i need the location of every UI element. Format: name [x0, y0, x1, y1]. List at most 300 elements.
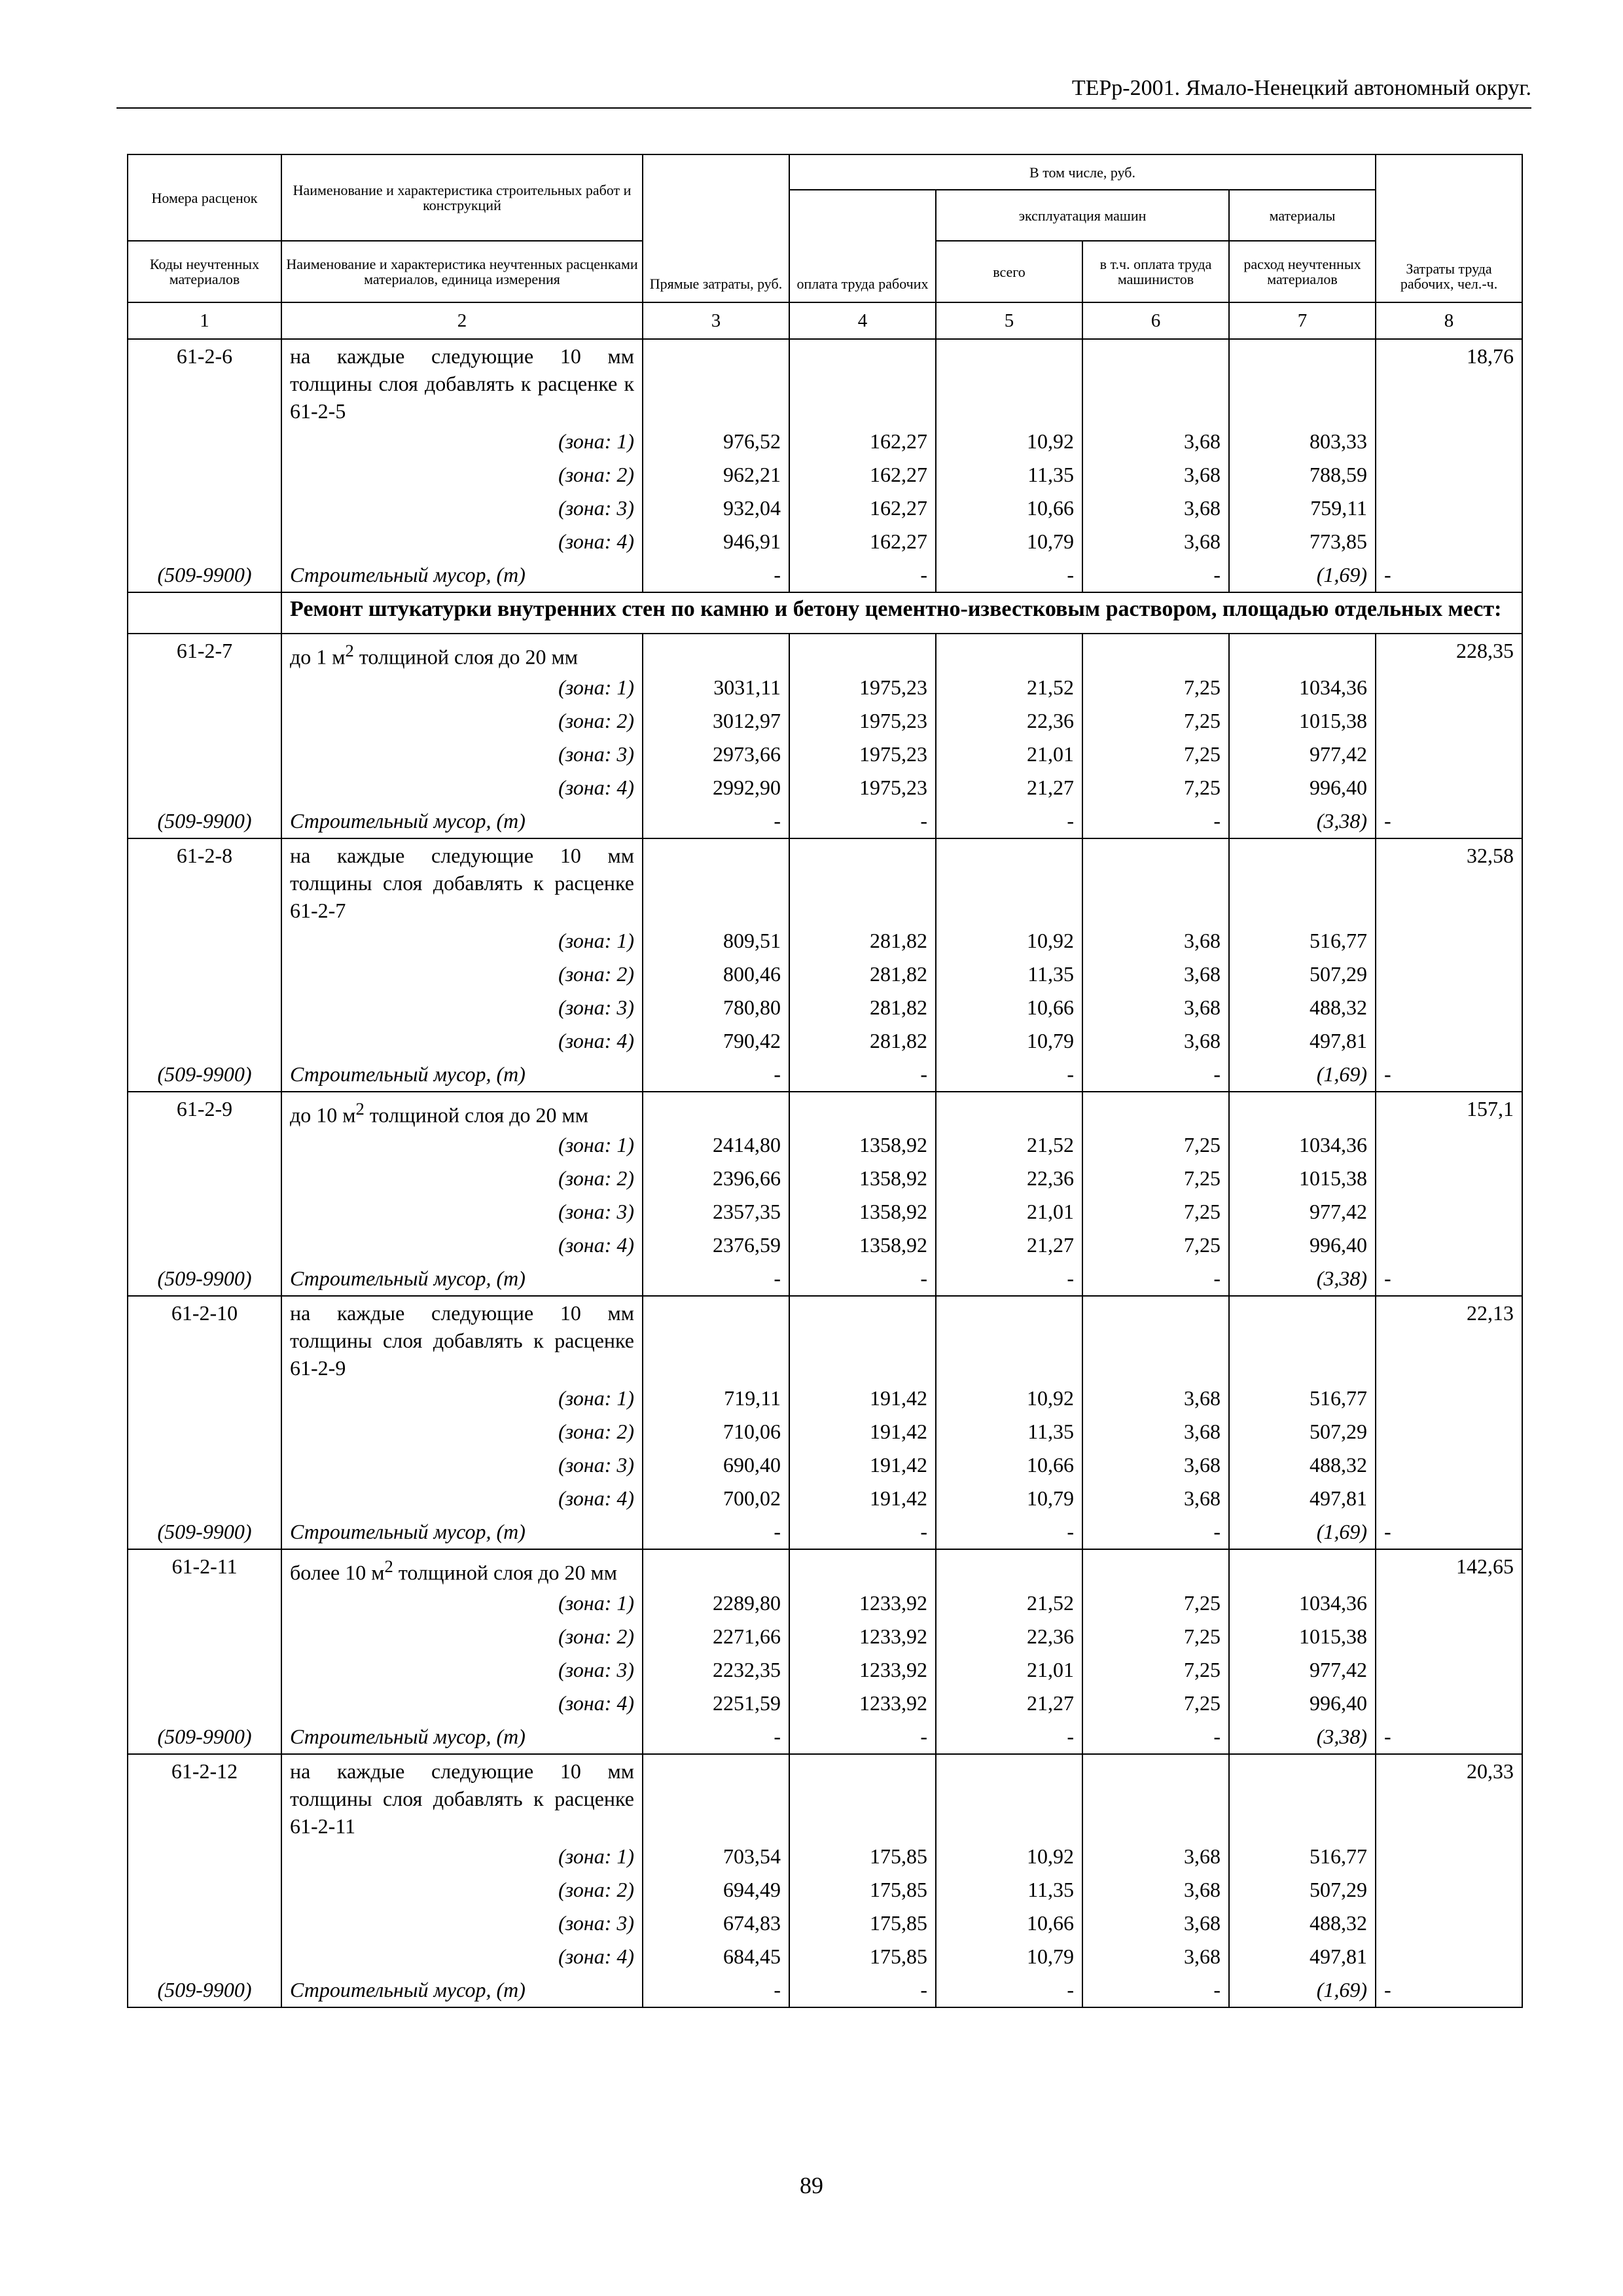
materials-expense: 1034,36 [1229, 1587, 1376, 1620]
material-dash: - [1376, 558, 1522, 592]
material-quantity: (1,69) [1229, 1973, 1376, 2007]
material-dash: - [936, 804, 1082, 838]
material-code: (509-9900) [128, 1515, 281, 1549]
rate-labor: 22,13 [1376, 1296, 1522, 1382]
zone-row [128, 924, 1522, 958]
zone-label: (зона: 1) [281, 1382, 643, 1415]
empty-cell [936, 339, 1082, 425]
wages-cost: 191,42 [789, 1415, 936, 1448]
zone-label: (зона: 3) [281, 1907, 643, 1940]
machines-wages: 7,25 [1082, 671, 1229, 704]
rate-description: на каждые следующие 10 мм толщины слоя добавлять к расценке 61-2-11 [281, 1754, 643, 1840]
zone-label: (зона: 1) [281, 671, 643, 704]
empty-cell [1376, 1687, 1522, 1720]
rate-labor: 157,1 [1376, 1092, 1522, 1129]
direct-cost: 703,54 [643, 1840, 789, 1873]
wages-cost: 1233,92 [789, 1620, 936, 1653]
empty-cell [1229, 1296, 1376, 1382]
direct-cost: 2992,90 [643, 771, 789, 804]
zone-label: (зона: 2) [281, 704, 643, 738]
wages-cost: 1233,92 [789, 1587, 936, 1620]
empty-cell [128, 592, 281, 634]
empty-cell [1082, 1092, 1229, 1129]
material-dash: - [1082, 558, 1229, 592]
direct-cost: 3012,97 [643, 704, 789, 738]
machines-total: 11,35 [936, 458, 1082, 492]
zone-label: (зона: 2) [281, 1620, 643, 1653]
empty-cell [936, 1754, 1082, 1840]
wages-cost: 281,82 [789, 1024, 936, 1058]
rate-description-superscript: 2 [345, 641, 354, 660]
header-machines-total: всего [936, 241, 1082, 302]
zone-row [128, 1195, 1522, 1229]
empty-cell [128, 1195, 281, 1229]
materials-expense: 497,81 [1229, 1024, 1376, 1058]
header-unaccounted-name: Наименование и характеристика неучтенных расценками материалов, единица измерения [281, 241, 643, 302]
zone-row [128, 458, 1522, 492]
zone-row [128, 1840, 1522, 1873]
header-materials: материалы [1229, 190, 1376, 241]
machines-total: 10,92 [936, 425, 1082, 458]
zone-row [128, 1653, 1522, 1687]
materials-expense: 996,40 [1229, 1687, 1376, 1720]
empty-cell [1376, 738, 1522, 771]
empty-cell [1376, 1587, 1522, 1620]
zone-row [128, 1940, 1522, 1973]
rate-code: 61-2-8 [128, 838, 281, 924]
empty-cell [1376, 525, 1522, 558]
empty-cell [1376, 492, 1522, 525]
empty-cell [128, 1840, 281, 1873]
rate-labor: 20,33 [1376, 1754, 1522, 1840]
empty-cell [1082, 634, 1229, 671]
header-direct-costs: Прямые затраты, руб. [643, 154, 789, 302]
empty-cell [128, 492, 281, 525]
materials-expense: 977,42 [1229, 1653, 1376, 1687]
empty-cell [643, 1549, 789, 1587]
empty-cell [1376, 1482, 1522, 1515]
materials-expense: 803,33 [1229, 425, 1376, 458]
empty-cell [936, 634, 1082, 671]
materials-expense: 1015,38 [1229, 1620, 1376, 1653]
empty-cell [1229, 838, 1376, 924]
machines-total: 21,52 [936, 671, 1082, 704]
material-quantity: (3,38) [1229, 804, 1376, 838]
zone-row [128, 1687, 1522, 1720]
materials-expense: 788,59 [1229, 458, 1376, 492]
table-header [128, 154, 1522, 339]
zone-label: (зона: 3) [281, 1448, 643, 1482]
material-dash: - [789, 1262, 936, 1296]
direct-cost: 3031,11 [643, 671, 789, 704]
material-quantity: (3,38) [1229, 1262, 1376, 1296]
material-dash: - [936, 1720, 1082, 1754]
empty-cell [128, 704, 281, 738]
machines-wages: 3,68 [1082, 991, 1229, 1024]
material-row [128, 1720, 1522, 1754]
empty-cell [128, 1940, 281, 1973]
empty-cell [1082, 1549, 1229, 1587]
machines-total: 10,79 [936, 1482, 1082, 1515]
machines-wages: 3,68 [1082, 1415, 1229, 1448]
empty-cell [643, 1296, 789, 1382]
direct-cost: 2396,66 [643, 1162, 789, 1195]
empty-cell [128, 991, 281, 1024]
column-number: 2 [281, 302, 643, 339]
zone-row [128, 1415, 1522, 1448]
machines-total: 10,79 [936, 525, 1082, 558]
zone-label: (зона: 4) [281, 1229, 643, 1262]
column-number: 3 [643, 302, 789, 339]
material-quantity: (1,69) [1229, 1058, 1376, 1092]
material-code: (509-9900) [128, 558, 281, 592]
machines-total: 10,79 [936, 1024, 1082, 1058]
empty-cell [128, 1448, 281, 1482]
material-dash: - [1082, 1262, 1229, 1296]
materials-expense: 1015,38 [1229, 704, 1376, 738]
material-dash: - [1376, 1515, 1522, 1549]
material-dash: - [789, 1058, 936, 1092]
machines-total: 21,52 [936, 1587, 1082, 1620]
empty-cell [128, 1482, 281, 1515]
machines-wages: 3,68 [1082, 525, 1229, 558]
machines-total: 11,35 [936, 1415, 1082, 1448]
empty-cell [1376, 1382, 1522, 1415]
empty-cell [1376, 458, 1522, 492]
section-title: Ремонт штукатурки внутренних стен по камню и бетону цементно-известковым раствором, площадью отдельных мест: [281, 592, 1522, 634]
empty-cell [1229, 1092, 1376, 1129]
empty-cell [936, 1092, 1082, 1129]
header-unaccounted-codes: Коды неучтенных материалов [128, 241, 281, 302]
zone-label: (зона: 1) [281, 1128, 643, 1162]
zone-label: (зона: 2) [281, 1162, 643, 1195]
wages-cost: 1975,23 [789, 771, 936, 804]
empty-cell [643, 838, 789, 924]
machines-wages: 7,25 [1082, 1162, 1229, 1195]
material-row [128, 804, 1522, 838]
empty-cell [1376, 958, 1522, 991]
empty-cell [128, 1620, 281, 1653]
empty-cell [936, 1296, 1082, 1382]
material-name: Строительный мусор, (т) [281, 1720, 643, 1754]
column-number: 6 [1082, 302, 1229, 339]
material-name: Строительный мусор, (т) [281, 558, 643, 592]
zone-row [128, 958, 1522, 991]
direct-cost: 809,51 [643, 924, 789, 958]
material-dash: - [643, 1515, 789, 1549]
machines-wages: 3,68 [1082, 1840, 1229, 1873]
wages-cost: 1358,92 [789, 1195, 936, 1229]
machines-wages: 7,25 [1082, 1195, 1229, 1229]
machines-wages: 3,68 [1082, 924, 1229, 958]
material-dash: - [1082, 1058, 1229, 1092]
empty-cell [128, 738, 281, 771]
rate-code: 61-2-11 [128, 1549, 281, 1587]
zone-row [128, 1873, 1522, 1907]
empty-cell [128, 1128, 281, 1162]
material-dash: - [1376, 1720, 1522, 1754]
material-code: (509-9900) [128, 1720, 281, 1754]
zone-row [128, 738, 1522, 771]
column-number: 1 [128, 302, 281, 339]
empty-cell [1229, 339, 1376, 425]
wages-cost: 162,27 [789, 425, 936, 458]
direct-cost: 2232,35 [643, 1653, 789, 1687]
rates-table [127, 154, 1523, 2008]
rate-description-text: до 1 м [290, 645, 346, 669]
empty-cell [1082, 1296, 1229, 1382]
rate-description: на каждые следующие 10 мм толщины слоя добавлять к расценке 61-2-7 [281, 838, 643, 924]
material-dash: - [789, 1973, 936, 2007]
rate-description-superscript: 2 [355, 1098, 365, 1119]
empty-cell [789, 1549, 936, 1587]
material-dash: - [936, 558, 1082, 592]
empty-cell [128, 1382, 281, 1415]
empty-cell [128, 1024, 281, 1058]
direct-cost: 790,42 [643, 1024, 789, 1058]
empty-cell [1376, 1195, 1522, 1229]
empty-cell [789, 1092, 936, 1129]
empty-cell [789, 1754, 936, 1840]
zone-row [128, 671, 1522, 704]
empty-cell [128, 458, 281, 492]
empty-cell [128, 1587, 281, 1620]
empty-cell [1376, 704, 1522, 738]
rate-description-text: более 10 м [290, 1560, 385, 1585]
material-code: (509-9900) [128, 1262, 281, 1296]
wages-cost: 281,82 [789, 958, 936, 991]
zone-label: (зона: 2) [281, 958, 643, 991]
empty-cell [1376, 924, 1522, 958]
materials-expense: 996,40 [1229, 771, 1376, 804]
machines-total: 11,35 [936, 1873, 1082, 1907]
material-row [128, 558, 1522, 592]
wages-cost: 175,85 [789, 1940, 936, 1973]
machines-total: 10,92 [936, 924, 1082, 958]
empty-cell [128, 525, 281, 558]
empty-cell [128, 1162, 281, 1195]
empty-cell [789, 1296, 936, 1382]
rate-row [128, 1296, 1522, 1382]
machines-total: 10,66 [936, 1448, 1082, 1482]
zone-row [128, 1229, 1522, 1262]
empty-cell [1376, 1128, 1522, 1162]
materials-expense: 759,11 [1229, 492, 1376, 525]
zone-row [128, 1620, 1522, 1653]
header-labor: Затраты труда рабочих, чел.-ч. [1376, 154, 1522, 302]
zone-label: (зона: 2) [281, 458, 643, 492]
direct-cost: 2289,80 [643, 1587, 789, 1620]
material-row [128, 1515, 1522, 1549]
machines-wages: 7,25 [1082, 1229, 1229, 1262]
header-work-name: Наименование и характеристика строительных работ и конструкций [281, 154, 643, 241]
zone-label: (зона: 4) [281, 1024, 643, 1058]
empty-cell [1376, 671, 1522, 704]
wages-cost: 162,27 [789, 525, 936, 558]
materials-expense: 516,77 [1229, 1840, 1376, 1873]
direct-cost: 684,45 [643, 1940, 789, 1973]
machines-total: 10,66 [936, 1907, 1082, 1940]
machines-total: 10,66 [936, 492, 1082, 525]
materials-expense: 507,29 [1229, 1873, 1376, 1907]
zone-row [128, 1128, 1522, 1162]
rate-description [281, 1092, 643, 1129]
materials-expense: 507,29 [1229, 958, 1376, 991]
materials-expense: 488,32 [1229, 1448, 1376, 1482]
header-including: В том числе, руб. [789, 154, 1376, 190]
materials-expense: 1015,38 [1229, 1162, 1376, 1195]
rate-description-superscript: 2 [384, 1556, 393, 1577]
zone-label: (зона: 2) [281, 1415, 643, 1448]
empty-cell [643, 1754, 789, 1840]
machines-wages: 3,68 [1082, 1024, 1229, 1058]
material-name: Строительный мусор, (т) [281, 1262, 643, 1296]
wages-cost: 191,42 [789, 1382, 936, 1415]
rate-description-text: толщиной слоя до 20 мм [353, 645, 579, 669]
zone-label: (зона: 3) [281, 1195, 643, 1229]
material-row [128, 1262, 1522, 1296]
empty-cell [1376, 1024, 1522, 1058]
empty-cell [1376, 1620, 1522, 1653]
materials-expense: 516,77 [1229, 924, 1376, 958]
rate-row [128, 1754, 1522, 1840]
empty-cell [1229, 634, 1376, 671]
page-number: 89 [800, 2172, 823, 2198]
empty-cell [1376, 1840, 1522, 1873]
wages-cost: 1975,23 [789, 738, 936, 771]
empty-cell [1082, 838, 1229, 924]
machines-wages: 3,68 [1082, 1382, 1229, 1415]
empty-cell [1376, 1162, 1522, 1195]
empty-cell [128, 1415, 281, 1448]
rate-row [128, 838, 1522, 924]
zone-row [128, 425, 1522, 458]
direct-cost: 976,52 [643, 425, 789, 458]
material-dash: - [643, 558, 789, 592]
empty-cell [936, 838, 1082, 924]
material-quantity: (1,69) [1229, 1515, 1376, 1549]
column-number: 5 [936, 302, 1082, 339]
zone-row [128, 1382, 1522, 1415]
machines-total: 22,36 [936, 1162, 1082, 1195]
empty-cell [128, 1653, 281, 1687]
empty-cell [1229, 1549, 1376, 1587]
empty-cell [1376, 425, 1522, 458]
material-dash: - [643, 1262, 789, 1296]
rate-code: 61-2-6 [128, 339, 281, 425]
rate-labor: 18,76 [1376, 339, 1522, 425]
material-dash: - [1082, 1720, 1229, 1754]
column-number: 8 [1376, 302, 1522, 339]
empty-cell [128, 1687, 281, 1720]
zone-row [128, 525, 1522, 558]
material-quantity: (1,69) [1229, 558, 1376, 592]
zone-label: (зона: 1) [281, 924, 643, 958]
material-code: (509-9900) [128, 1973, 281, 2007]
wages-cost: 162,27 [789, 492, 936, 525]
machines-wages: 3,68 [1082, 1873, 1229, 1907]
empty-cell [128, 958, 281, 991]
material-name: Строительный мусор, (т) [281, 804, 643, 838]
empty-cell [1376, 1415, 1522, 1448]
rate-description [281, 1549, 643, 1587]
material-dash: - [936, 1262, 1082, 1296]
material-dash: - [789, 1720, 936, 1754]
machines-wages: 7,25 [1082, 1653, 1229, 1687]
empty-cell [789, 838, 936, 924]
material-dash: - [936, 1058, 1082, 1092]
machines-wages: 7,25 [1082, 704, 1229, 738]
zone-label: (зона: 1) [281, 425, 643, 458]
machines-total: 21,01 [936, 1653, 1082, 1687]
machines-total: 21,27 [936, 1229, 1082, 1262]
materials-expense: 488,32 [1229, 991, 1376, 1024]
zone-label: (зона: 3) [281, 738, 643, 771]
direct-cost: 2251,59 [643, 1687, 789, 1720]
materials-expense: 996,40 [1229, 1229, 1376, 1262]
machines-total: 21,27 [936, 771, 1082, 804]
zone-row [128, 492, 1522, 525]
rate-code: 61-2-10 [128, 1296, 281, 1382]
material-name: Строительный мусор, (т) [281, 1515, 643, 1549]
empty-cell [643, 339, 789, 425]
header-machines-wages: в т.ч. оплата труда машинистов [1082, 241, 1229, 302]
machines-total: 21,52 [936, 1128, 1082, 1162]
machines-wages: 3,68 [1082, 492, 1229, 525]
material-dash: - [1376, 1058, 1522, 1092]
zone-label: (зона: 4) [281, 525, 643, 558]
column-numbers-row [128, 302, 1522, 339]
empty-cell [1376, 1229, 1522, 1262]
machines-total: 10,79 [936, 1940, 1082, 1973]
zone-row [128, 1024, 1522, 1058]
direct-cost: 962,21 [643, 458, 789, 492]
wages-cost: 1975,23 [789, 671, 936, 704]
machines-total: 11,35 [936, 958, 1082, 991]
direct-cost: 2357,35 [643, 1195, 789, 1229]
direct-cost: 694,49 [643, 1873, 789, 1907]
material-code: (509-9900) [128, 1058, 281, 1092]
direct-cost: 780,80 [643, 991, 789, 1024]
empty-cell [643, 634, 789, 671]
wages-cost: 1975,23 [789, 704, 936, 738]
zone-label: (зона: 4) [281, 1482, 643, 1515]
material-dash: - [1376, 1973, 1522, 2007]
zone-row [128, 1907, 1522, 1940]
material-name: Строительный мусор, (т) [281, 1973, 643, 2007]
machines-wages: 7,25 [1082, 1587, 1229, 1620]
machines-wages: 3,68 [1082, 1940, 1229, 1973]
wages-cost: 191,42 [789, 1448, 936, 1482]
machines-total: 22,36 [936, 704, 1082, 738]
material-dash: - [789, 804, 936, 838]
empty-cell [1376, 1653, 1522, 1687]
rate-labor: 142,65 [1376, 1549, 1522, 1587]
material-dash: - [643, 1973, 789, 2007]
direct-cost: 2376,59 [643, 1229, 789, 1262]
machines-wages: 3,68 [1082, 958, 1229, 991]
direct-cost: 2271,66 [643, 1620, 789, 1653]
empty-cell [1082, 1754, 1229, 1840]
rate-row [128, 339, 1522, 425]
header-machines: эксплуатация машин [936, 190, 1229, 241]
zone-row [128, 1587, 1522, 1620]
material-dash: - [1082, 804, 1229, 838]
zone-row [128, 704, 1522, 738]
zone-label: (зона: 1) [281, 1587, 643, 1620]
machines-wages: 7,25 [1082, 1687, 1229, 1720]
rate-labor: 228,35 [1376, 634, 1522, 671]
